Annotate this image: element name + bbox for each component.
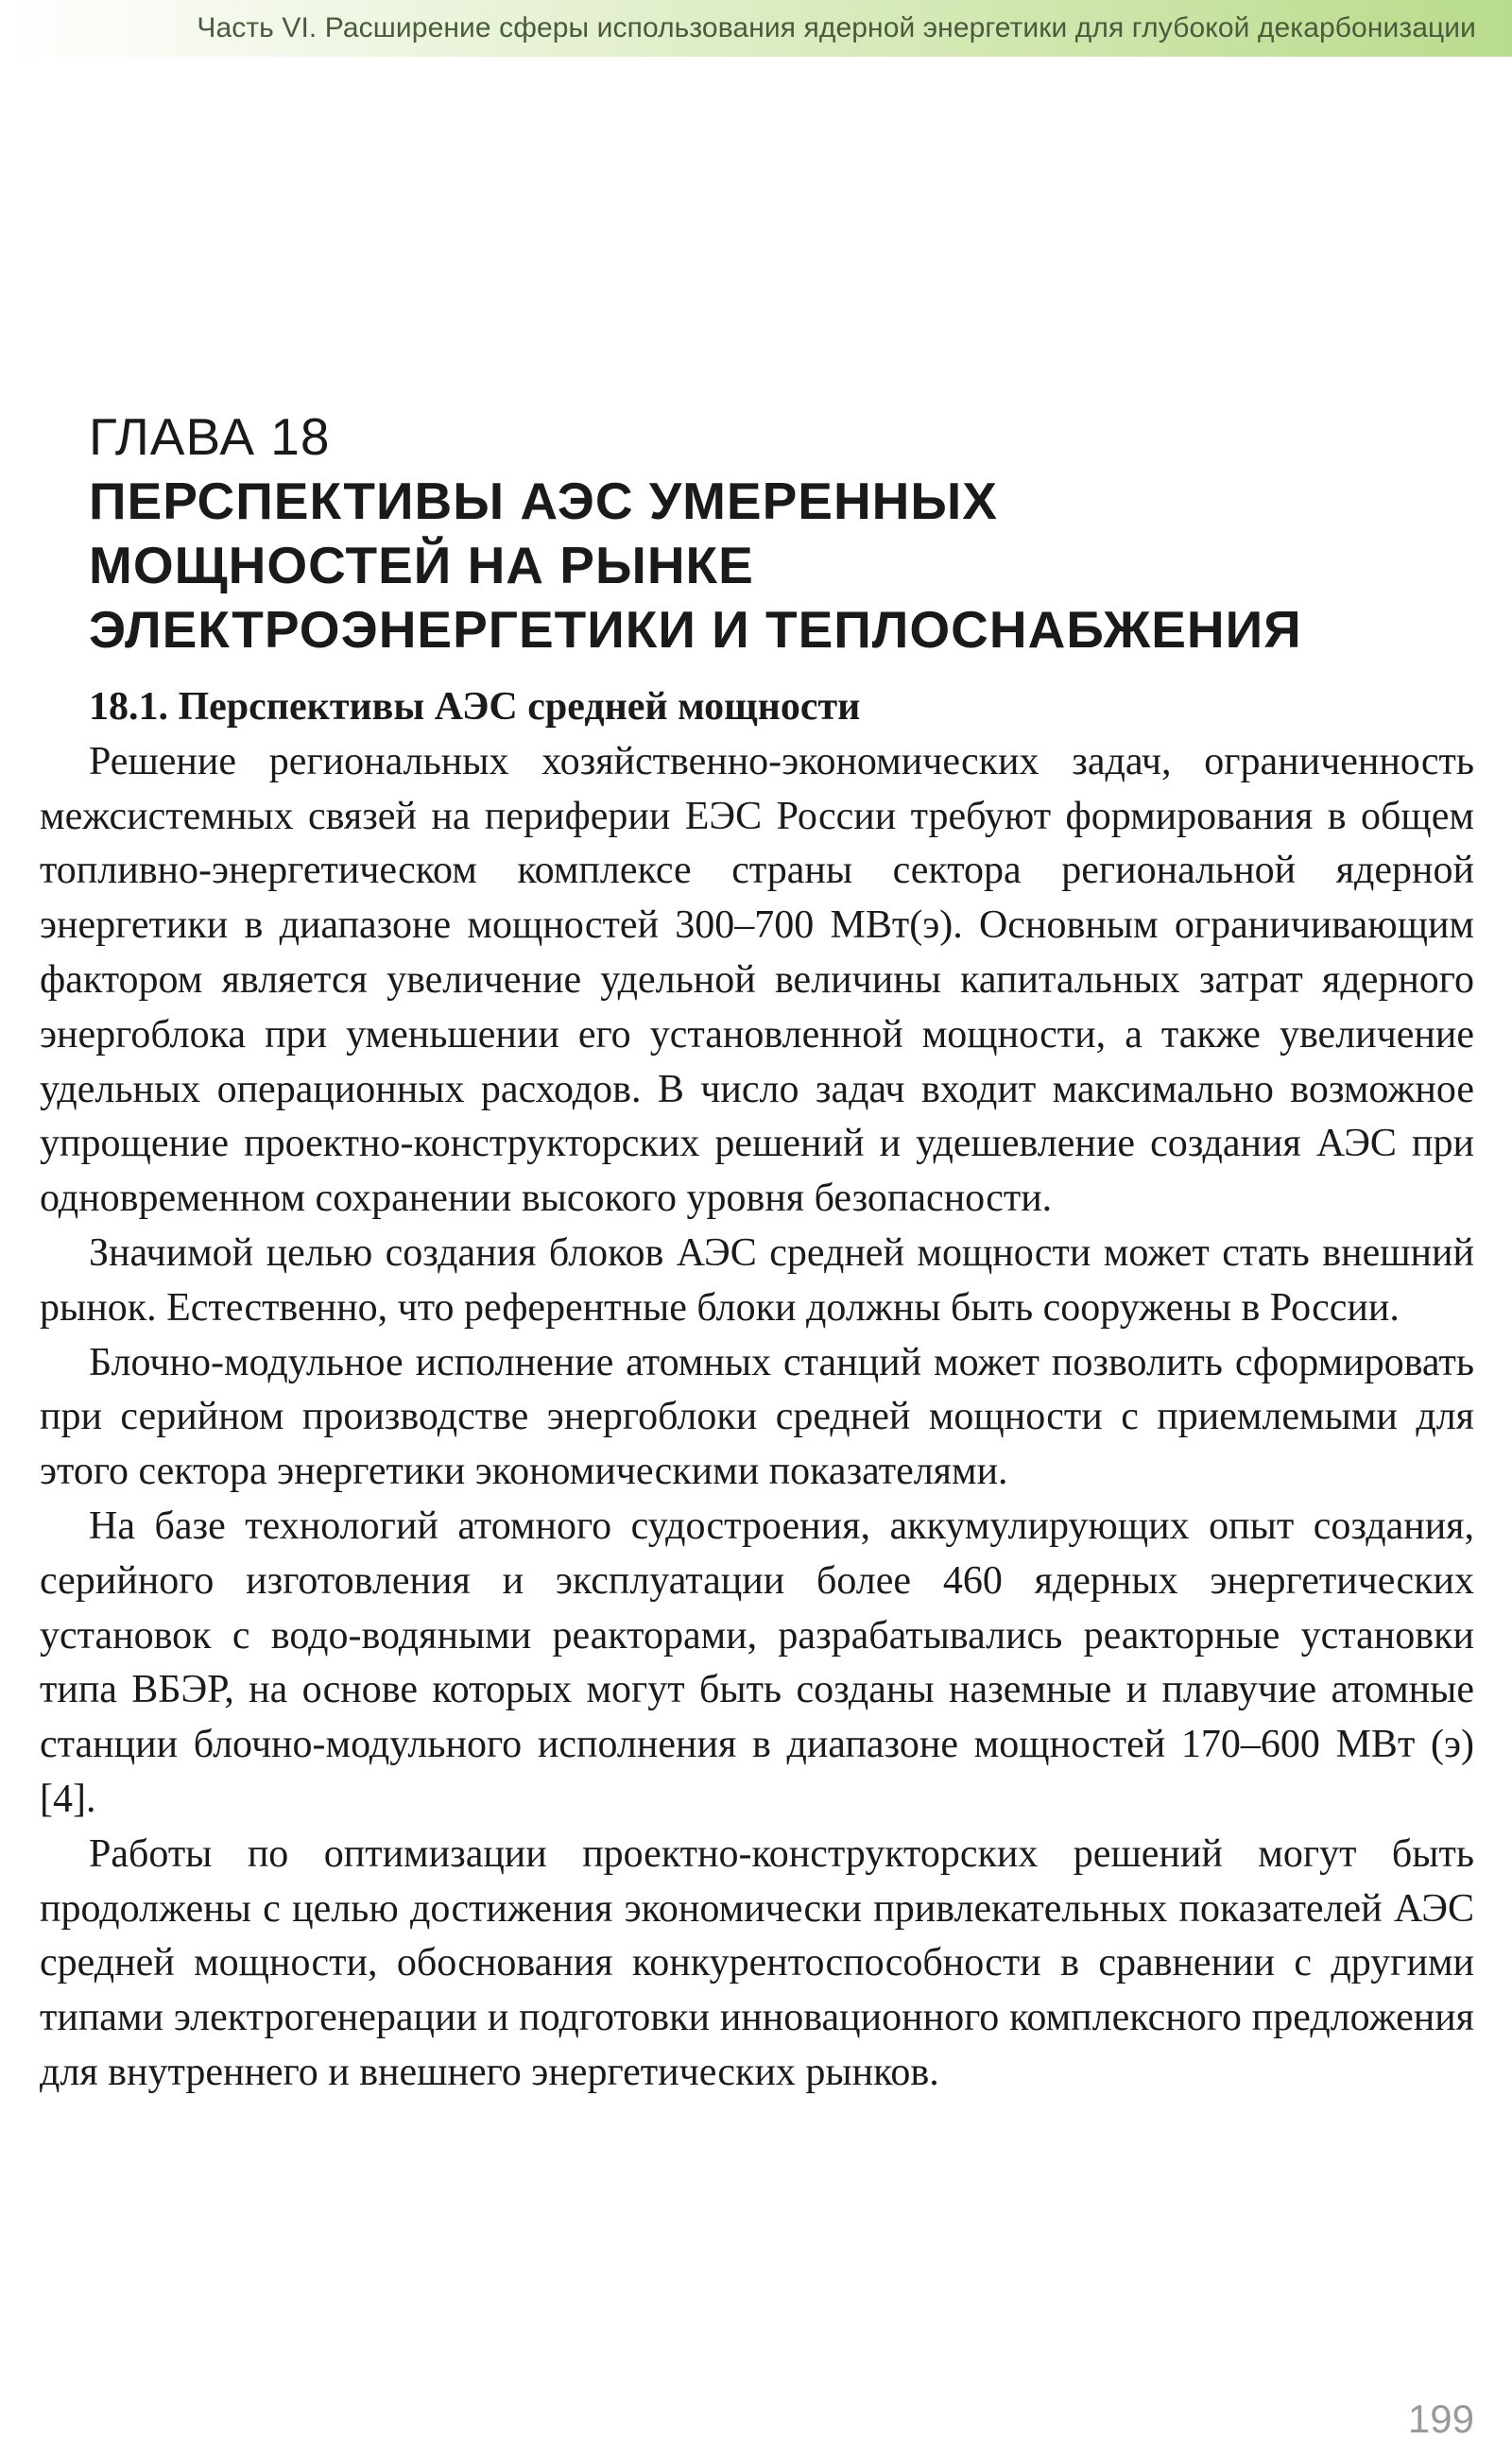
chapter-label: ГЛАВА 18 bbox=[89, 407, 331, 466]
chapter-title-line: ПЕРСПЕКТИВЫ АЭС УМЕРЕННЫХ bbox=[89, 472, 998, 530]
paragraph: Блочно-модульное исполнение атомных станций может позволить сформировать при серийном производстве энергоблоки средней мощности с приемлемыми для этого сектора энергетики экономическими показателями. bbox=[40, 1340, 1474, 1494]
chapter-title-line: ЭЛЕКТРОЭНЕРГЕТИКИ И ТЕПЛОСНАБЖЕНИЯ bbox=[89, 600, 1302, 659]
section-title: 18.1. Перспективы АЭС средней мощности bbox=[89, 685, 861, 729]
paragraph: Работы по оптимизации проектно-конструкторских решений могут быть продолжены с целью достижения экономически привлекательных показателей АЭС средней мощности, обоснования конкурентоспособности в сравнении с другими типами электрогенерации и подготовки инновационного комплексного предложения для внутреннего и внешнего энергетических рынков. bbox=[40, 1831, 1474, 2094]
running-header bbox=[0, 0, 1512, 57]
chapter-heading bbox=[89, 404, 1478, 662]
running-header-title: Часть VI. Расширение сферы использования ядерной энергетики для глубокой декарбонизации bbox=[197, 12, 1476, 43]
paragraph: Решение региональных хозяйственно-экономических задач, ограниченность межсистемных связей на периферии ЕЭС России требуют формирования в общем топливно-энергетическом комплексе страны сектора региональной ядерной энергетики в диапазоне мощностей 300–700 МВт(э). Основным ограничивающим фактором является увеличение удельной величины капитальных затрат ядерного энергоблока при уменьшении его установленной мощности, а также увеличение удельных операционных расходов. В число задач входит максимально возможное упрощение проектно-конструкторских решений и удешевление создания АЭС при одновременном сохранении высокого уровня безопасности. bbox=[40, 739, 1474, 1221]
body-text bbox=[40, 680, 1474, 2101]
paragraph: Значимой целью создания блоков АЭС средней мощности может стать внешний рынок. Естественно, что референтные блоки должны быть сооружены в России. bbox=[40, 1230, 1474, 1330]
paragraph: На базе технологий атомного судостроения, аккумулирующих опыт создания, серийного изготовления и эксплуатации более 460 ядерных энергетических установок с водо-водяными реакторами, разрабатывались реакторные установки типа ВБЭР, на основе которых могут быть созданы наземные и плавучие атомные станции блочно-модульного исполнения в диапазоне мощностей 170–600 МВт (э) [4]. bbox=[40, 1503, 1474, 1821]
page-number: 199 bbox=[1407, 2397, 1474, 2441]
chapter-title bbox=[89, 469, 1478, 662]
chapter-title-line: МОЩНОСТЕЙ НА РЫНКЕ bbox=[89, 536, 754, 594]
